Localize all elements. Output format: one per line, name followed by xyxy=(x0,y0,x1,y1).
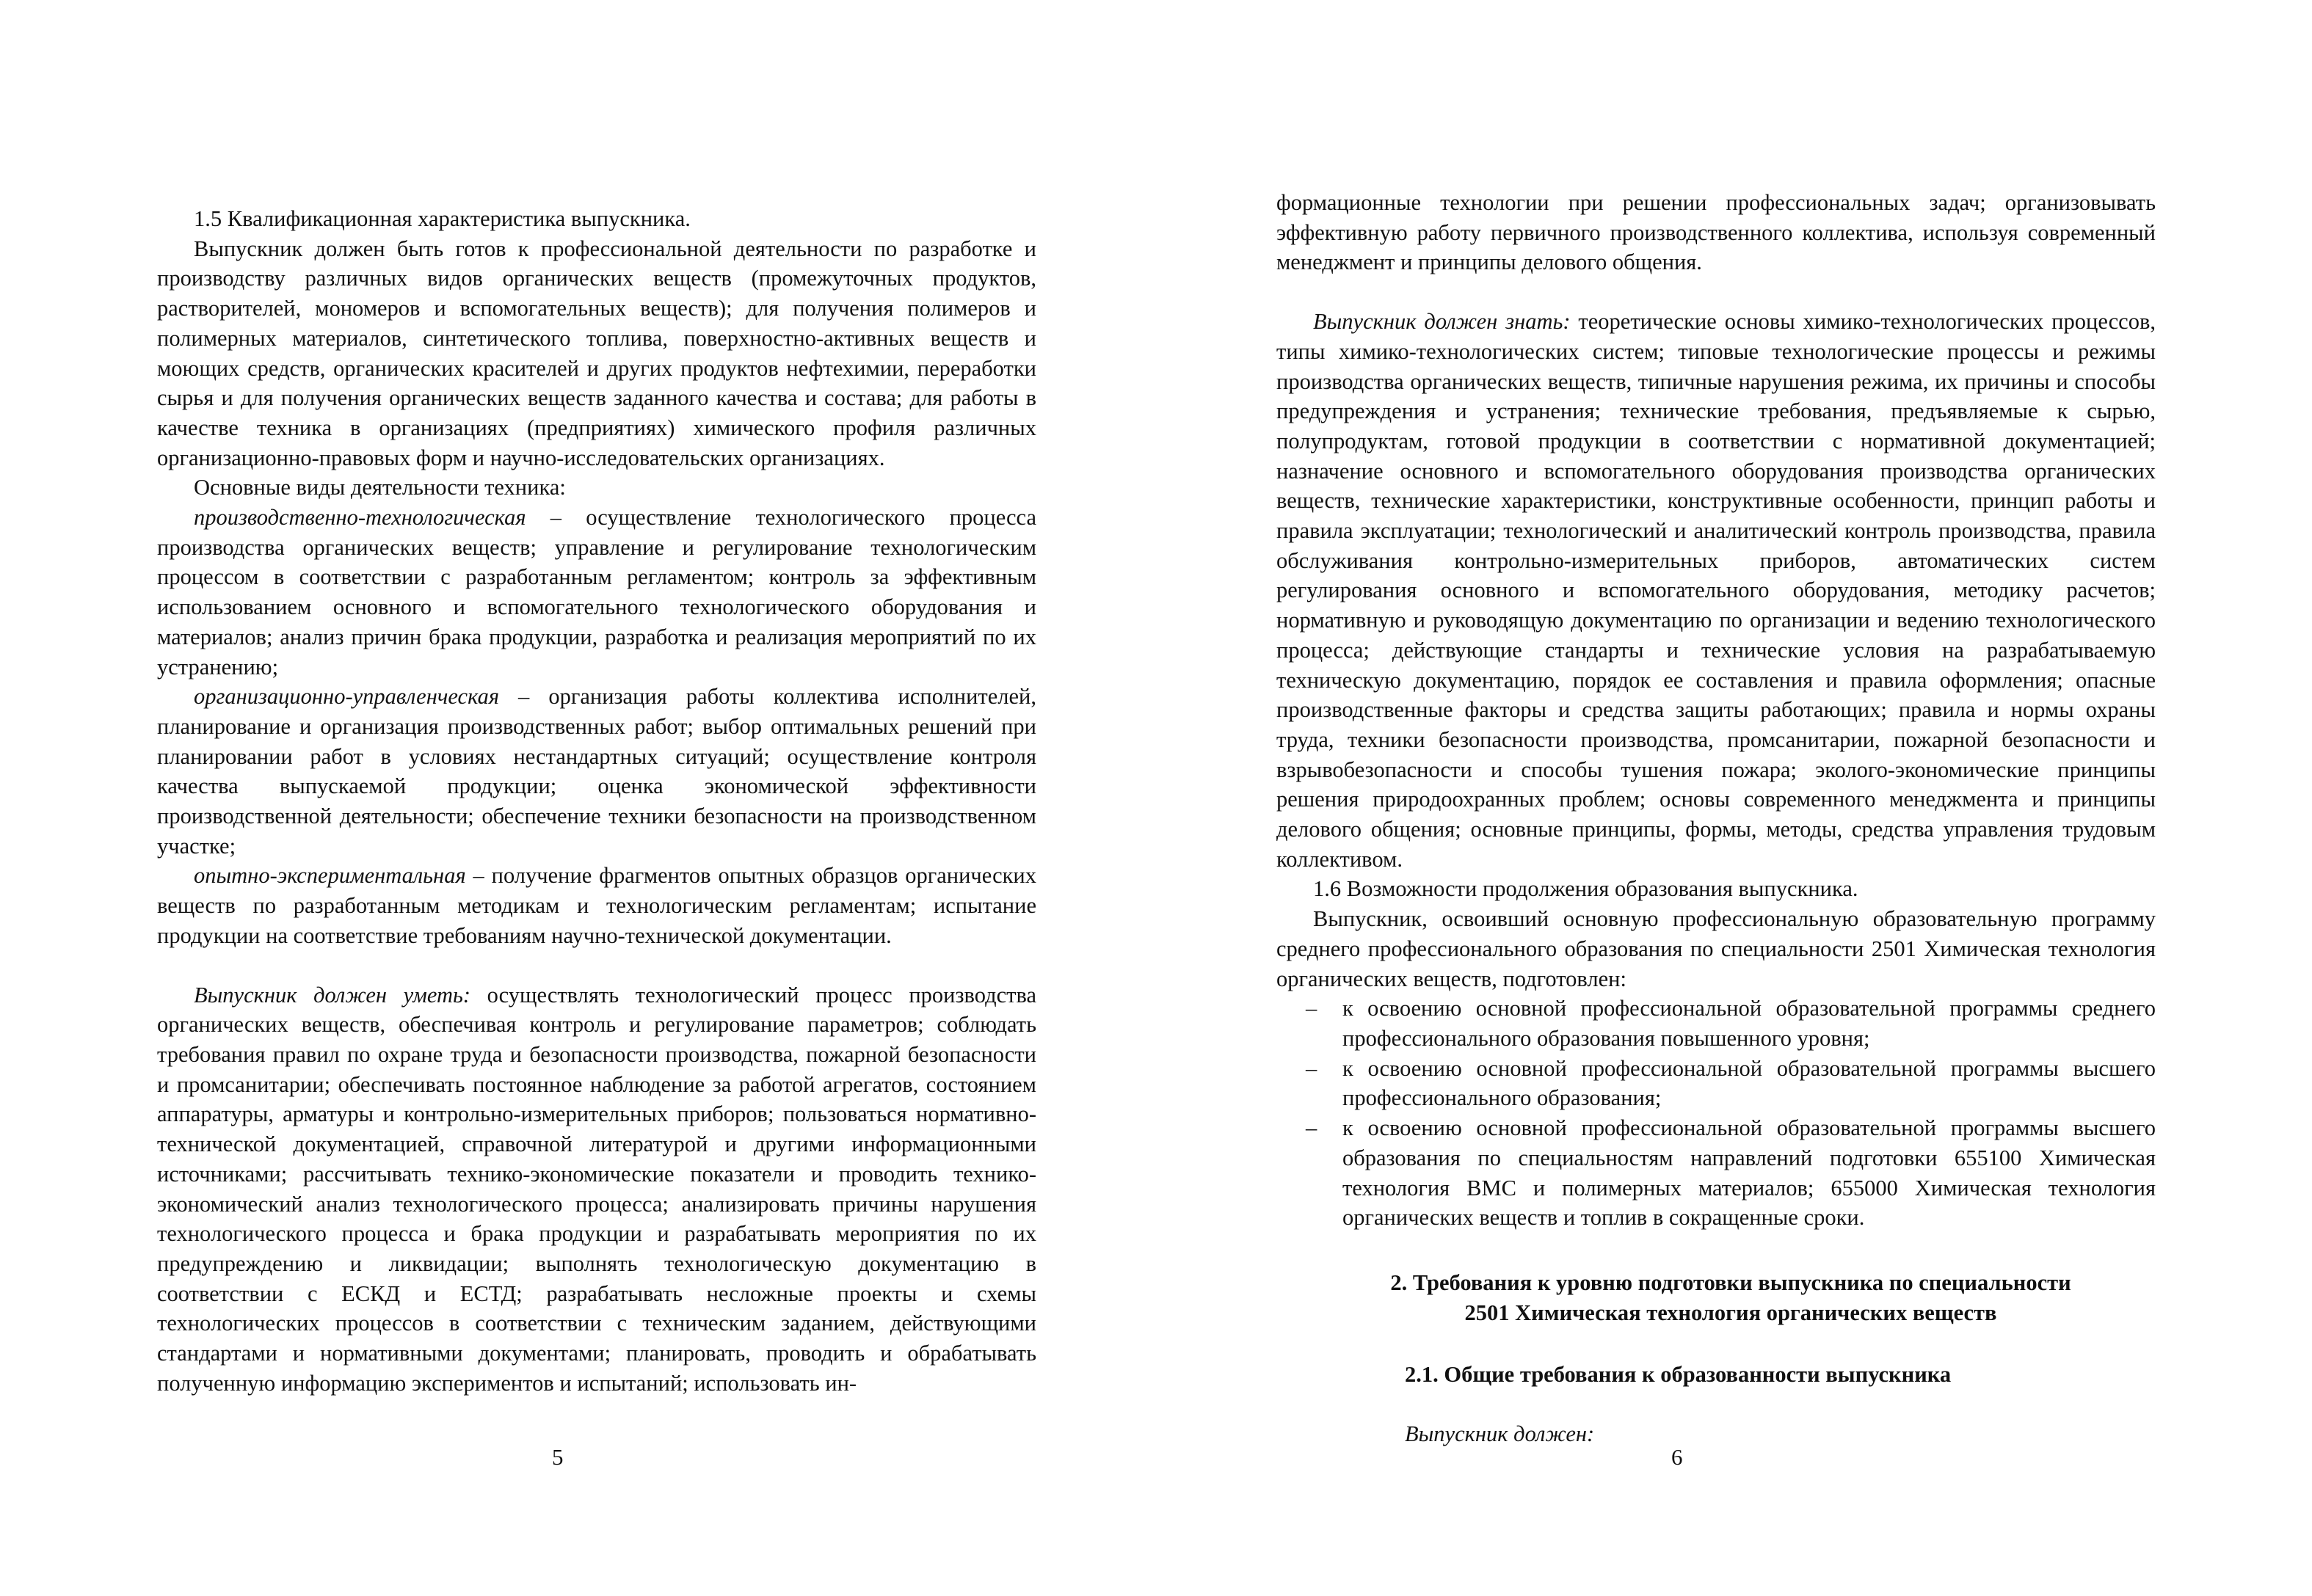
dash-bullet: – xyxy=(1306,1055,1317,1081)
education-options-list xyxy=(1276,994,2156,1233)
activity-experimental-text: – получение фрагментов опытных образцов органических веществ по разработанным методикам и технологическим регламентам; испытание продукции на соответствие требованиям научно-технической документации. xyxy=(157,863,1036,948)
section-2-title xyxy=(1276,1268,2156,1327)
list-item-text: к освоению основной профессиональной образовательной программы среднего профессионального образования повышенного уровня; xyxy=(1342,996,2156,1051)
skills-paragraph xyxy=(157,980,1036,1399)
intro-paragraph: Выпускник должен быть готов к профессиональной деятельности по разработке и производству различных видов органических веществ (промежуточных продуктов, растворителей, мономеров и вспомогательных веществ); для получения полимеров и полимерных материалов, синтетического топлива, поверхностно-активных веществ и моющих средств, органических красителей и других продуктов нефтехимии, переработки сырья и для получения органических веществ заданного качества и состава; для работы в качестве техника в организациях (предприятиях) химического профиля различных организационно-правовых форм и научно-исследовательских организациях. xyxy=(157,236,1036,470)
must-label: Выпускник должен: xyxy=(1405,1421,1595,1447)
list-item xyxy=(1276,1054,2156,1113)
knowledge-paragraph xyxy=(1276,307,2156,874)
activity-production xyxy=(157,503,1036,682)
page-number-left: 5 xyxy=(552,1444,564,1470)
dash-bullet: – xyxy=(1306,1115,1317,1141)
left-text-column xyxy=(157,204,1036,1398)
activities-heading: Основные виды деятельности техника: xyxy=(194,475,566,500)
list-item-text: к освоению основной профессиональной образовательной программы высшего образования по специальностям направлений подготовки 655100 Химическая технология ВМС и полимерных материалов; 655000 Химическая технология органических веществ и топлив в сокращенные сроки. xyxy=(1342,1115,2156,1231)
heading-1-5: 1.5 Квалификационная характеристика выпускника. xyxy=(194,206,691,231)
skills-text: осуществлять технологический процесс производства органических веществ, обеспечивая контроль и регулирование параметров; соблюдать требования правил по охране труда и безопасности производства, пожарной безопасности и промсанитарии; обеспечивать постоянное наблюдение за работой агрегатов, состоянием аппаратуры, арматуры и контрольно-измерительных приборов; пользоваться нормативно-технической документацией, справочной литературой и другими информационными источниками; рассчитывать технико-экономические показатели и проводить технико-экономический анализ технологического процесса; анализировать причины нарушения технологического процесса и брака продукции и разрабатывать мероприятия по их предупреждению и ликвидации; выполнять технологическую документацию в соответствии с ЕСКД и ЕСТД; разрабатывать несложные проекты и схемы технологических процессов в соответствии с техническим заданием, действующими стандартами и нормативными документами; планировать, проводить и обрабатывать полученную информацию экспериментов и испытаний; использовать ин- xyxy=(157,982,1036,1396)
continuation-education-paragraph: Выпускник, освоивший основную профессиональную образовательную программу среднего профессионального образования по специальности 2501 Химическая технология органических веществ, подготовлен: xyxy=(1276,906,2156,991)
section-2-title-line-2: 2501 Химическая технология органических веществ xyxy=(1464,1300,1997,1325)
list-item xyxy=(1276,1113,2156,1233)
section-2-title-line-1: 2. Требования к уровню подготовки выпускника по специальности xyxy=(1390,1269,2071,1295)
activity-management xyxy=(157,682,1036,861)
list-item xyxy=(1276,994,2156,1053)
heading-1-6: 1.6 Возможности продолжения образования выпускника. xyxy=(1313,876,1858,902)
dash-bullet: – xyxy=(1306,996,1317,1021)
activity-management-term: организационно-управленческая xyxy=(194,684,500,710)
activity-experimental xyxy=(157,861,1036,950)
activity-management-text: – организация работы коллектива исполнителей, планирование и организация производственных работ; выбор оптимальных решений при планировании работ в условиях нестандартных ситуаций; осуществление контроля качества выпускаемой продукции; оценка экономической эффективности производственной деятельности; обеспечение техники безопасности на производственном участке; xyxy=(157,684,1036,859)
activity-production-term: производственно-технологическая xyxy=(194,505,526,531)
skills-term: Выпускник должен уметь: xyxy=(194,982,471,1007)
list-item-text: к освоению основной профессиональной образовательной программы высшего профессионального образования; xyxy=(1342,1055,2156,1111)
right-page xyxy=(1156,0,2312,1596)
knowledge-term: Выпускник должен знать: xyxy=(1313,309,1571,335)
knowledge-text: теоретические основы химико-технологических процессов, типы химико-технологических систем; типовые технологические процессы и режимы производства органических веществ, типичные нарушения режима, их причины и способы предупреждения и устранения; технические требования, предъявляемые к сырью, полупродуктам, готовой продукции в соответствии с нормативной документацией; назначение основного и вспомогательного оборудования производства органических веществ, технические характеристики, конструктивные особенности, принцип работы и правила эксплуатации; технологический и аналитический контроль производства, правила обслуживания контрольно-измерительных приборов, автоматических систем регулирования основного и вспомогательного оборудования, методику расчетов; нормативную и руководящую документацию по организации и ведению технологического процесса; действующие стандарты и технические условия на разрабатываемую техническую документацию, порядок ее составления и правила оформления; опасные производственные факторы и средства защиты работающих; правила и нормы охраны труда, техники безопасности производства, промсанитарии, пожарной безопасности и взрывобезопасности и способы тушения пожара; эколого-экономические принципы решения природоохранных проблем; основы современного менеджмента и принципы делового общения; основные принципы, формы, методы, средства управления трудовым коллективом. xyxy=(1276,309,2156,872)
subsection-2-1-title: 2.1. Общие требования к образованности выпускника xyxy=(1405,1362,1952,1388)
activity-experimental-term: опытно-экспериментальная xyxy=(194,863,466,889)
page-number-right: 6 xyxy=(1671,1444,1683,1470)
activity-production-text: – осуществление технологического процесса производства органических веществ; управление и регулирование технологическим процессом в соответствии с разработанным регламентом; контроль за эффективным использованием основного и вспомогательного технологического оборудования и материалов; анализ причин брака продукции, разработка и реализация мероприятий по их устранению; xyxy=(157,505,1036,679)
right-text-column xyxy=(1276,188,2156,1449)
continuation-paragraph: формационные технологии при решении профессиональных задач; организовывать эффективную работу первичного производственного коллектива, используя современный менеджмент и принципы делового общения. xyxy=(1276,190,2156,275)
